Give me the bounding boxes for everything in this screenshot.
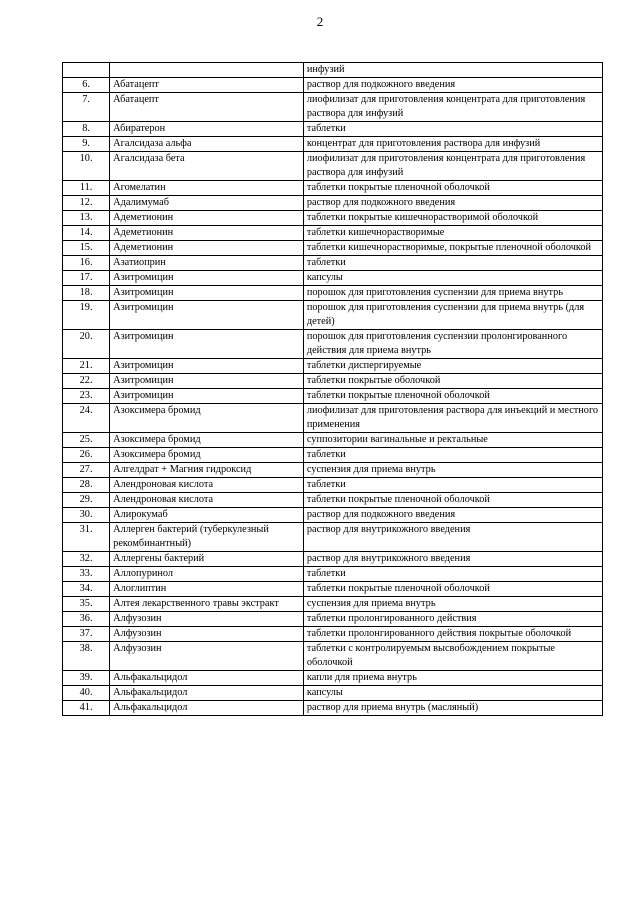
page-number: 2 [316, 14, 324, 29]
drug-name: Аллопуринол [110, 567, 304, 582]
dosage-form: таблетки [303, 448, 602, 463]
dosage-form: концентрат для приготовления раствора для инфузий [303, 137, 602, 152]
table-row [63, 196, 603, 211]
row-number: 23. [63, 389, 110, 404]
row-number: 38. [63, 642, 110, 671]
dosage-form: таблетки кишечнорастворимые [303, 226, 602, 241]
dosage-form: таблетки диспергируемые [303, 359, 602, 374]
drug-name: Азоксимера бромид [110, 433, 304, 448]
table-row [63, 241, 603, 256]
drug-name: Адалимумаб [110, 196, 304, 211]
drug-name: Азитромицин [110, 389, 304, 404]
dosage-form: таблетки покрытые пленочной оболочкой [303, 493, 602, 508]
table-row-continuation [63, 63, 603, 78]
row-number: 39. [63, 671, 110, 686]
table-row [63, 627, 603, 642]
dosage-form: таблетки пролонгированного действия [303, 612, 602, 627]
drug-name: Азоксимера бромид [110, 404, 304, 433]
drug-name: Адеметионин [110, 241, 304, 256]
drug-name: Адеметионин [110, 226, 304, 241]
row-number: 41. [63, 701, 110, 716]
row-number: 10. [63, 152, 110, 181]
drug-name: Абатацепт [110, 93, 304, 122]
table-row [63, 286, 603, 301]
row-number: 13. [63, 211, 110, 226]
drug-name: Азитромицин [110, 374, 304, 389]
drug-name: Агалсидаза бета [110, 152, 304, 181]
drug-name: Алоглиптин [110, 582, 304, 597]
row-number: 20. [63, 330, 110, 359]
drug-name: Аллергены бактерий [110, 552, 304, 567]
table-row [63, 359, 603, 374]
table-row [63, 463, 603, 478]
drug-name: Азитромицин [110, 271, 304, 286]
row-number [63, 63, 110, 78]
drug-name: Алфузозин [110, 642, 304, 671]
drug-name: Адеметионин [110, 211, 304, 226]
dosage-form: таблетки покрытые пленочной оболочкой [303, 389, 602, 404]
row-number: 29. [63, 493, 110, 508]
row-number: 15. [63, 241, 110, 256]
dosage-form: порошок для приготовления суспензии для приема внутрь (для детей) [303, 301, 602, 330]
drug-name: Абиратерон [110, 122, 304, 137]
drug-name: Алфузозин [110, 612, 304, 627]
row-number: 8. [63, 122, 110, 137]
dosage-form: лиофилизат для приготовления раствора для инъекций и местного применения [303, 404, 602, 433]
table-row [63, 612, 603, 627]
drug-name: Агомелатин [110, 181, 304, 196]
row-number: 16. [63, 256, 110, 271]
table-row [63, 256, 603, 271]
row-number: 18. [63, 286, 110, 301]
table-row [63, 389, 603, 404]
drug-name: Азоксимера бромид [110, 448, 304, 463]
table-row [63, 181, 603, 196]
row-number: 35. [63, 597, 110, 612]
dosage-form: таблетки покрытые пленочной оболочкой [303, 181, 602, 196]
row-number: 12. [63, 196, 110, 211]
table-row [63, 122, 603, 137]
dosage-form: инфузий [303, 63, 602, 78]
dosage-form: суспензия для приема внутрь [303, 463, 602, 478]
table-row [63, 374, 603, 389]
drug-name: Азитромицин [110, 330, 304, 359]
dosage-form: таблетки с контролируемым высвобождением покрытые оболочкой [303, 642, 602, 671]
row-number: 9. [63, 137, 110, 152]
table-row [63, 404, 603, 433]
row-number: 36. [63, 612, 110, 627]
dosage-form: раствор для приема внутрь (масляный) [303, 701, 602, 716]
dosage-form: суспензия для приема внутрь [303, 597, 602, 612]
row-number: 40. [63, 686, 110, 701]
row-number: 26. [63, 448, 110, 463]
dosage-form: суппозитории вагинальные и ректальные [303, 433, 602, 448]
table-row [63, 226, 603, 241]
table-row [63, 508, 603, 523]
drug-name: Аллерген бактерий (туберкулезный рекомбинантный) [110, 523, 304, 552]
row-number: 37. [63, 627, 110, 642]
drug-table-body [63, 63, 603, 716]
drug-name: Алгелдрат + Магния гидроксид [110, 463, 304, 478]
table-row [63, 478, 603, 493]
dosage-form: капли для приема внутрь [303, 671, 602, 686]
row-number: 17. [63, 271, 110, 286]
row-number: 22. [63, 374, 110, 389]
drug-name: Алендроновая кислота [110, 493, 304, 508]
dosage-form: раствор для подкожного введения [303, 196, 602, 211]
dosage-form: лиофилизат для приготовления концентрата для приготовления раствора для инфузий [303, 93, 602, 122]
table-row [63, 642, 603, 671]
dosage-form: капсулы [303, 686, 602, 701]
dosage-form: таблетки пролонгированного действия покрытые оболочкой [303, 627, 602, 642]
table-row [63, 701, 603, 716]
table-row [63, 493, 603, 508]
drug-name: Алтея лекарственного травы экстракт [110, 597, 304, 612]
row-number: 33. [63, 567, 110, 582]
drug-name: Азитромицин [110, 359, 304, 374]
row-number: 11. [63, 181, 110, 196]
table-row [63, 271, 603, 286]
drug-name: Агалсидаза альфа [110, 137, 304, 152]
dosage-form: таблетки кишечнорастворимые, покрытые пленочной оболочкой [303, 241, 602, 256]
dosage-form: таблетки [303, 256, 602, 271]
dosage-form: лиофилизат для приготовления концентрата для приготовления раствора для инфузий [303, 152, 602, 181]
table-row [63, 567, 603, 582]
dosage-form: порошок для приготовления суспензии для приема внутрь [303, 286, 602, 301]
dosage-form: капсулы [303, 271, 602, 286]
drug-name: Азитромицин [110, 286, 304, 301]
dosage-form: таблетки покрытые пленочной оболочкой [303, 582, 602, 597]
drug-name: Азатиоприн [110, 256, 304, 271]
dosage-form: таблетки покрытые оболочкой [303, 374, 602, 389]
row-number: 6. [63, 78, 110, 93]
row-number: 32. [63, 552, 110, 567]
drug-name: Абатацепт [110, 78, 304, 93]
table-row [63, 330, 603, 359]
row-number: 30. [63, 508, 110, 523]
row-number: 24. [63, 404, 110, 433]
drug-table [62, 62, 603, 716]
table-row [63, 78, 603, 93]
row-number: 21. [63, 359, 110, 374]
table-row [63, 523, 603, 552]
table-row [63, 671, 603, 686]
dosage-form: таблетки [303, 122, 602, 137]
dosage-form: раствор для подкожного введения [303, 508, 602, 523]
drug-name: Альфакальцидол [110, 701, 304, 716]
dosage-form: таблетки [303, 478, 602, 493]
row-number: 31. [63, 523, 110, 552]
row-number: 25. [63, 433, 110, 448]
table-row [63, 137, 603, 152]
row-number: 28. [63, 478, 110, 493]
dosage-form: таблетки [303, 567, 602, 582]
table-row [63, 301, 603, 330]
dosage-form: раствор для внутрикожного введения [303, 552, 602, 567]
drug-name [110, 63, 304, 78]
table-row [63, 211, 603, 226]
table-row [63, 582, 603, 597]
table-row [63, 686, 603, 701]
row-number: 34. [63, 582, 110, 597]
dosage-form: раствор для внутрикожного введения [303, 523, 602, 552]
dosage-form: порошок для приготовления суспензии пролонгированного действия для приема внутрь [303, 330, 602, 359]
row-number: 27. [63, 463, 110, 478]
dosage-form: раствор для подкожного введения [303, 78, 602, 93]
drug-name: Алендроновая кислота [110, 478, 304, 493]
table-row [63, 448, 603, 463]
drug-name: Альфакальцидол [110, 671, 304, 686]
table-row [63, 597, 603, 612]
drug-name: Алирокумаб [110, 508, 304, 523]
table-row [63, 152, 603, 181]
row-number: 19. [63, 301, 110, 330]
table-row [63, 552, 603, 567]
drug-name: Азитромицин [110, 301, 304, 330]
table-row [63, 93, 603, 122]
dosage-form: таблетки покрытые кишечнорастворимой оболочкой [303, 211, 602, 226]
row-number: 14. [63, 226, 110, 241]
drug-name: Альфакальцидол [110, 686, 304, 701]
table-row [63, 433, 603, 448]
drug-name: Алфузозин [110, 627, 304, 642]
row-number: 7. [63, 93, 110, 122]
